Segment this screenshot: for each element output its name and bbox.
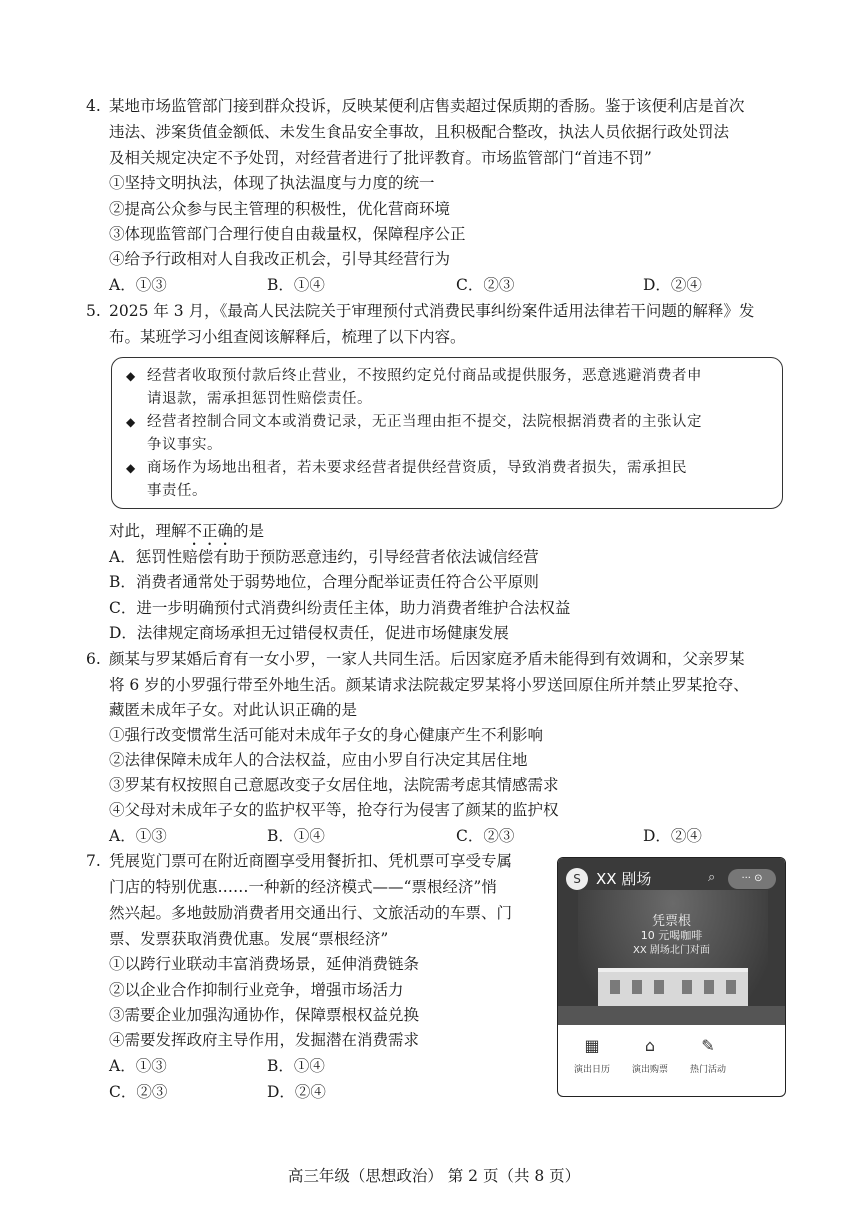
q5-option-c[interactable]: C．进一步明确预付式消费纠纷责任主体，助力消费者维护合法权益 <box>109 599 571 617</box>
q6-item-3: ③罗某有权按照自己意愿改变子女居住地，法院需考虑其情感需求 <box>109 776 559 794</box>
promo-location: XX 剧场北门对面 <box>633 945 710 956</box>
q7-option-d[interactable]: D．②④ <box>267 1083 326 1101</box>
nav-events[interactable] <box>678 1036 738 1075</box>
q6-option-c[interactable]: C．②③ <box>456 827 515 845</box>
ticket-icon: ⌂ <box>644 1036 656 1055</box>
q4-item-3: ③体现监管部门合理行使自由裁量权，保障程序公正 <box>109 225 466 243</box>
q6-stem-line-2: 将 6 岁的小罗强行带至外地生活。颜某请求法院裁定罗某将小罗送回原住所并禁止罗某抢夺、 <box>109 676 749 694</box>
q4-option-c[interactable]: C．②③ <box>456 276 515 294</box>
q4-stem-line-3: 及相关规定决定不予处罚，对经营者进行了批评教育。市场监管部门“首违不罚” <box>109 149 652 167</box>
search-icon: ⌕ <box>708 870 716 885</box>
nav-calendar-label: 演出日历 <box>573 1065 610 1075</box>
q4-option-b[interactable]: B．①④ <box>267 276 325 294</box>
q6-number: 6. <box>86 650 101 668</box>
mini-program-capsule: ··· ⊙ <box>728 869 776 889</box>
theater-app-screenshot <box>557 857 786 1097</box>
q6-item-4: ④父母对未成年子女的监护权平等，抢夺行为侵害了颜某的监护权 <box>109 801 559 819</box>
q4-option-a[interactable]: A．①③ <box>109 276 167 294</box>
q6-option-b[interactable]: B．①④ <box>267 827 325 845</box>
q6-item-2: ②法律保障未成年人的合法权益，应由小罗自行决定其居住地 <box>109 751 528 769</box>
q5-box-line-5: 商场作为场地出租者，若未要求经营者提供经营资质，导致消费者损失，需承担民 <box>147 460 687 476</box>
q5-stem-line-2: 布。某班学习小组查阅该解释后，梳理了以下内容。 <box>109 328 466 346</box>
q4-item-2: ②提高公众参与民主管理的积极性，优化营商环境 <box>109 200 451 218</box>
megaphone-icon: ✎ <box>701 1036 715 1055</box>
q7-stem-line-4: 票、发票获取消费优惠。发展“票根经济” <box>109 930 389 948</box>
q5-box-line-6: 事责任。 <box>147 483 207 499</box>
q4-stem-line-1: 某地市场监管部门接到群众投诉，反映某便利店售卖超过保质期的香肠。鉴于该便利店是首次 <box>109 97 745 115</box>
q7-number: 7. <box>86 852 101 870</box>
q5-question: 对此，理解不正确的是 <box>109 522 265 540</box>
theater-building-illustration <box>598 968 748 1006</box>
q5-box-line-3: 经营者控制合同文本或消费记录，无正当理由拒不提交，法院根据消费者的主张认定 <box>147 414 702 430</box>
app-logo-icon: S <box>566 868 588 890</box>
bullet-diamond-icon: ◆ <box>126 461 136 475</box>
q4-number: 4. <box>86 97 101 115</box>
q7-item-3: ③需要企业加强沟通协作，保障票根权益兑换 <box>109 1006 420 1024</box>
nav-events-label: 热门活动 <box>689 1065 726 1075</box>
q5-option-d[interactable]: D．法律规定商场承担无过错侵权责任，促进市场健康发展 <box>109 624 509 642</box>
nav-calendar[interactable] <box>562 1036 622 1075</box>
q7-option-a[interactable]: A．①③ <box>109 1057 167 1075</box>
promo-title: 凭票根 <box>651 914 691 929</box>
q7-item-2: ②以企业合作抑制行业竞争，增强市场活力 <box>109 981 404 999</box>
ground-strip <box>558 1006 785 1025</box>
q4-stem-line-2: 违法、涉案货值金额低、未发生食品安全事故，且积极配合整改，执法人员依据行政处罚法 <box>109 123 730 141</box>
page-footer: 高三年级（思想政治） 第 2 页（共 8 页） <box>287 1167 581 1185</box>
q6-option-d[interactable]: D．②④ <box>643 827 702 845</box>
q5-stem-line-1: 2025 年 3 月，《最高人民法院关于审理预付式消费民事纠纷案件适用法律若干问题的解释》发 <box>109 302 755 320</box>
q7-stem-line-2: 门店的特别优惠……一种新的经济模式——“票根经济”悄 <box>109 878 497 896</box>
q4-item-4: ④给予行政相对人自我改正机会，引导其经营行为 <box>109 250 451 268</box>
q7-item-4: ④需要发挥政府主导作用，发掘潜在消费需求 <box>109 1031 420 1049</box>
bullet-diamond-icon: ◆ <box>126 369 136 383</box>
q7-stem-line-1: 凭展览门票可在附近商圈享受用餐折扣、凭机票可享受专属 <box>109 852 513 870</box>
nav-tickets[interactable] <box>620 1036 680 1075</box>
bullet-diamond-icon: ◆ <box>126 415 136 429</box>
q6-stem-line-3: 藏匿未成年子女。对此认识正确的是 <box>109 701 358 719</box>
q7-stem-line-3: 然兴起。多地鼓励消费者用交通出行、文旅活动的车票、门 <box>109 904 513 922</box>
calendar-icon: ▦ <box>584 1036 600 1055</box>
q5-emphasis: 不正确 <box>186 522 234 540</box>
q6-item-1: ①强行改变惯常生活可能对未成年子女的身心健康产生不利影响 <box>109 726 544 744</box>
q4-item-1: ①坚持文明执法，体现了执法温度与力度的统一 <box>109 174 435 192</box>
q6-stem-line-1: 颜某与罗某婚后育有一女小罗，一家人共同生活。后因家庭矛盾未能得到有效调和，父亲罗某 <box>109 650 745 668</box>
q7-option-c[interactable]: C．②③ <box>109 1083 168 1101</box>
q5-option-a[interactable]: A．惩罚性赔偿有助于预防恶意违约，引导经营者依法诚信经营 <box>109 548 539 566</box>
q5-box-line-4: 争议事实。 <box>147 437 222 453</box>
q5-option-b[interactable]: B．消费者通常处于弱势地位，合理分配举证责任符合公平原则 <box>109 573 539 591</box>
q5-box-line-1: 经营者收取预付款后终止营业，不按照约定兑付商品或提供服务，恶意逃避消费者申 <box>147 368 702 384</box>
q5-number: 5. <box>86 302 101 320</box>
app-banner <box>558 858 785 1025</box>
promo-offer: 10 元喝咖啡 <box>640 929 703 942</box>
q6-option-a[interactable]: A．①③ <box>109 827 167 845</box>
q4-option-d[interactable]: D．②④ <box>643 276 702 294</box>
venue-title: XX 剧场 <box>596 870 652 888</box>
q7-option-b[interactable]: B．①④ <box>267 1057 325 1075</box>
q7-item-1: ①以跨行业联动丰富消费场景，延伸消费链条 <box>109 955 420 973</box>
q5-box-line-2: 请退款，需承担惩罚性赔偿责任。 <box>147 391 372 407</box>
nav-tickets-label: 演出购票 <box>631 1065 668 1075</box>
